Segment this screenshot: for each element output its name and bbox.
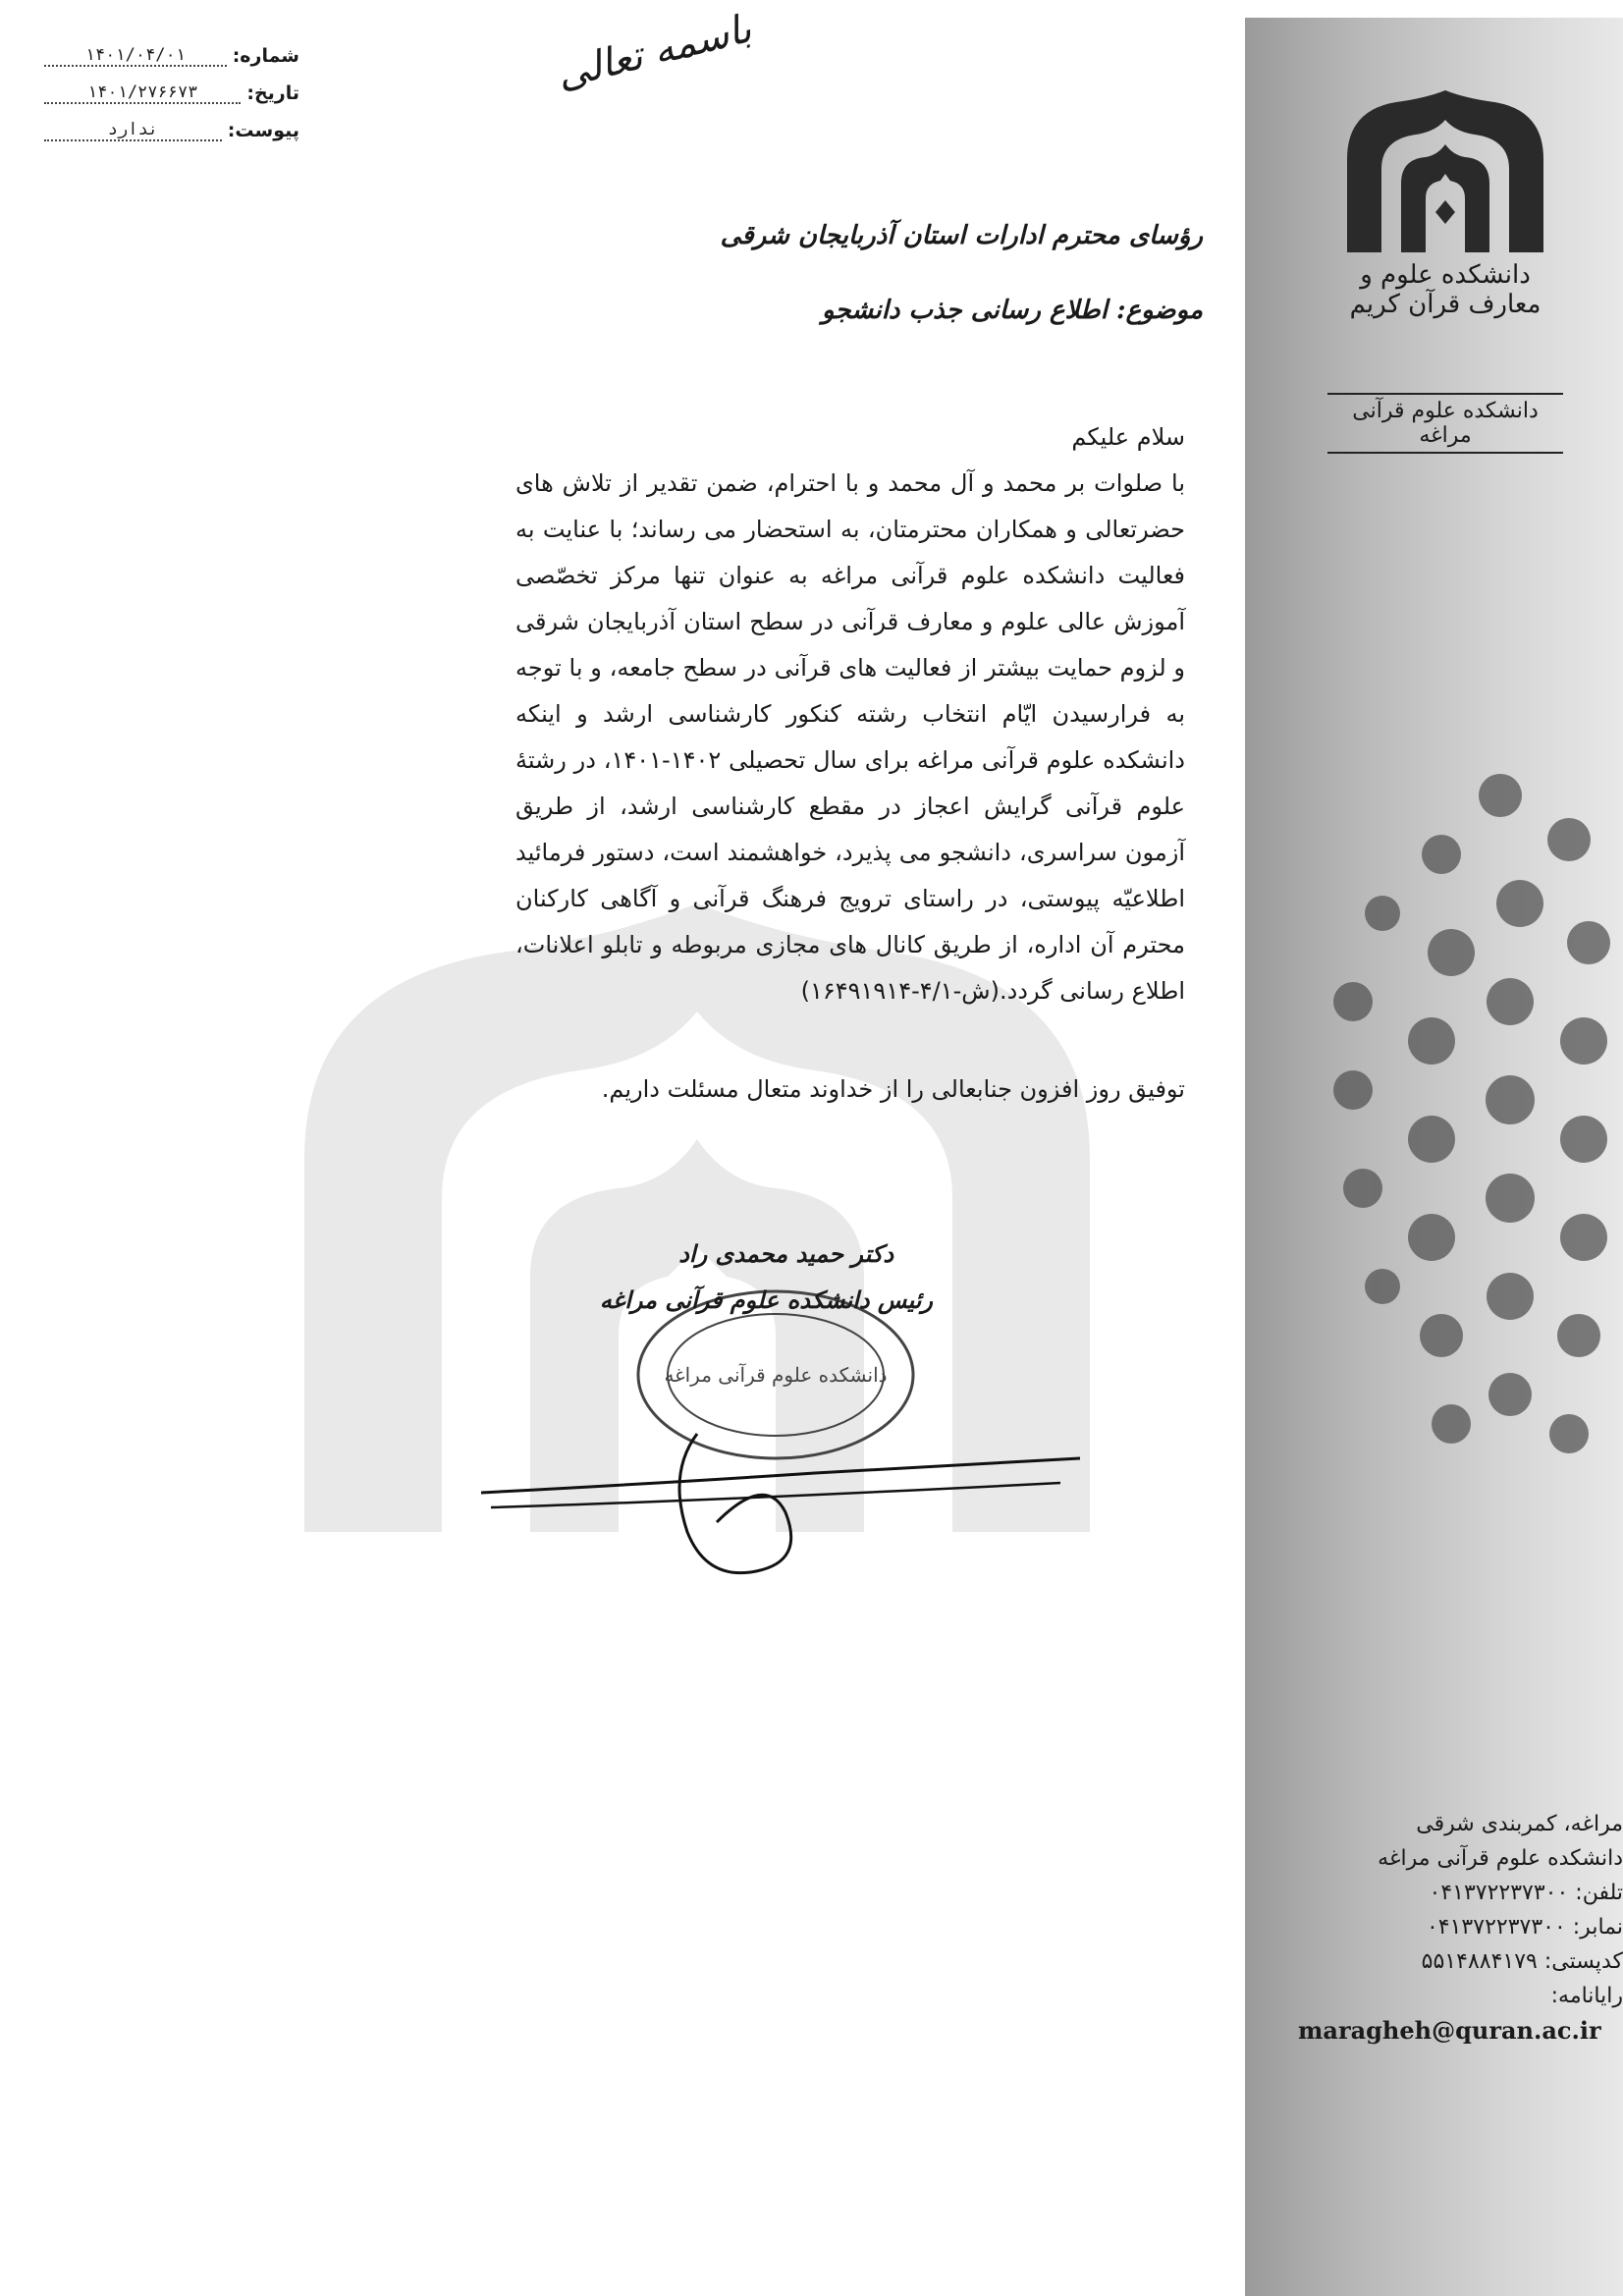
email-label: رایانامه: [1550, 1984, 1623, 2008]
meta-date-row [44, 67, 299, 104]
meta-number-row [44, 29, 299, 67]
fax-line: نمابر: ۰۴۱۳۷۲۲۳۷۳۰۰ [1426, 1915, 1623, 1940]
university-logo-icon [1327, 90, 1563, 257]
stamp-text: دانشکده علوم قرآنی مراغه [664, 1363, 888, 1387]
subject-line: موضوع: اطلاع رسانی جذب دانشجو [822, 296, 1203, 325]
decorative-pattern [1245, 746, 1623, 1493]
signer-block [550, 1239, 962, 1314]
signer-title: رئیس دانشکده علوم قرآنی مراغه [599, 1285, 933, 1314]
letter-heading [535, 221, 1203, 325]
date-label: تاریخ: [246, 82, 299, 104]
meta-attachment-row [44, 104, 299, 141]
address-line-1: مراغه، کمربندی شرقی [1416, 1812, 1623, 1836]
phone-line: تلفن: ۰۴۱۳۷۲۲۳۷۳۰۰ [1429, 1881, 1623, 1905]
basmala-heading: باسمه تعالی [552, 6, 756, 98]
attachment-label: پیوست: [227, 120, 299, 141]
recipient-line: رؤسای محترم ادارات استان آذربایجان شرقی [720, 221, 1203, 250]
signer-name: دکتر حمید محمدی راد [678, 1239, 893, 1268]
number-label: شماره: [232, 45, 299, 67]
letter-body [515, 414, 1185, 1014]
email-link[interactable]: maragheh@quran.ac.ir [1298, 2016, 1601, 2045]
number-value: ۱۴۰۱/۰۴/۰۱ [44, 45, 227, 67]
closing-line: توفیق روز افزون جنابعالی را از خداوند متعال مسئلت داریم. [601, 1075, 1185, 1103]
postal-code-line: کدپستی: ۵۵۱۴۸۸۴۱۷۹ [1421, 1949, 1623, 1974]
body-paragraph: با صلوات بر محمد و آل محمد و با احترام، ضمن تقدیر از تلاش های حضرتعالی و همکاران محترمتان، به استحضار می رساند؛ با عنایت به فعالیت دانشکده علوم قرآنی مراغه به عنوان تنها مرکز تخصّصی آموزش عالی علوم و معارف قرآنی در سطح استان آذربایجان شرقی و لزوم حمایت بیشتر از فعالیت های قرآنی در سطح جامعه، و با توجه به فرارسیدن ایّام انتخاب رشته کنکور کارشناسی ارشد و اینکه دانشکده علوم قرآنی مراغه برای سال تحصیلی ۱۴۰۲-۱۴۰۱، در رشتهٔ علوم قرآنی گرایش اعجاز در مقطع کارشناسی ارشد، از طریق آزمون سراسری، دانشجو می پذیرد، خواهشمند است، دستور فرمائید اطلاعیّه پیوستی، در راستای ترویج فرهنگ قرآنی و آگاهی کارکنان محترم آن اداره، از طریق کانال های مجازی مربوطه و تابلو اعلانات، اطلاع رسانی گردد.(ش-۴/۱-۱۶۴۹۱۹۱۴) [515, 469, 1185, 1005]
handwritten-signature [471, 1414, 1100, 1591]
letter-meta [44, 29, 299, 141]
date-value: ۱۴۰۱/۲۷۶۶۷۳ [44, 82, 241, 104]
attachment-value: ندارد [44, 120, 222, 141]
logo-name-text: دانشکده علوم و معارف قرآن کریم [1349, 260, 1542, 319]
contact-footer [1296, 1807, 1623, 2048]
address-line-2: دانشکده علوم قرآنی مراغه [1378, 1846, 1623, 1871]
logo-subtitle: دانشکده علوم قرآنی مراغه [1327, 393, 1563, 454]
greeting: سلام علیکم [1071, 423, 1185, 451]
